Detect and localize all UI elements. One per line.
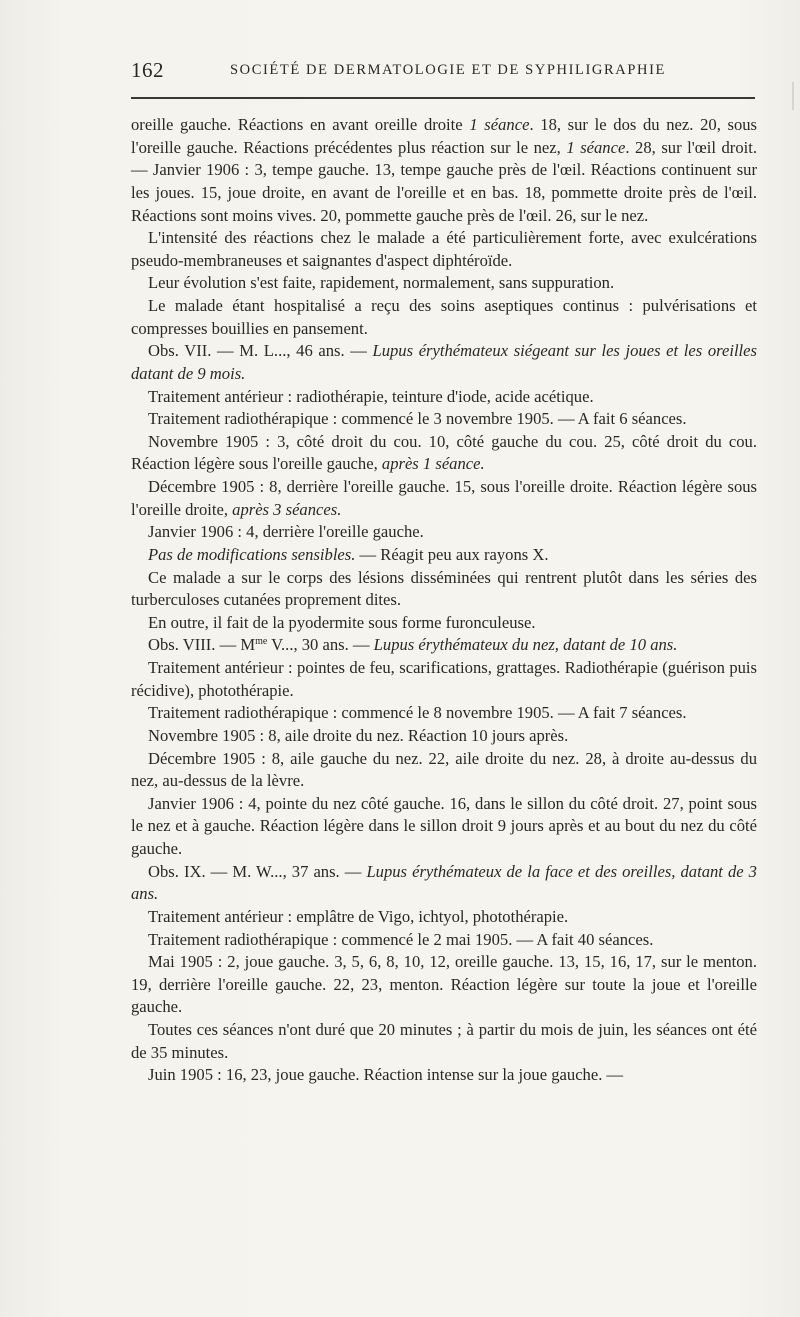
- italic-run: Lupus érythémateux du nez, datant de 10 ans.: [373, 635, 678, 655]
- text-run: . 18, sur le dos du nez. 20, sous l'oreille gauche. Réactions précédentes plus réaction sur le nez,: [131, 115, 758, 157]
- paragraph: Mai 1905 : 2, joue gauche. 3, 5, 6, 8, 10, 12, oreille gauche. 13, 15, 16, 17, sur le menton. 19, derrière l'oreille gauche. 22, 23, menton. Réaction légère sur toute la joue et l'oreille gauche.: [131, 952, 757, 1017]
- paragraph: En outre, il fait de la pyodermite sous forme furonculeuse.: [148, 612, 536, 632]
- paragraph: Toutes ces séances n'ont duré que 20 minutes ; à partir du mois de juin, les séances ont été de 35 minutes.: [131, 1020, 757, 1062]
- text-run: — M: [215, 635, 256, 655]
- italic-run: 1 séance: [566, 137, 626, 157]
- italic-run: après 3 séances.: [232, 499, 342, 519]
- body-text: [131, 114, 757, 1087]
- text-run: oreille gauche. Réactions en avant oreille droite: [131, 115, 470, 134]
- observation-heading-viii: [131, 634, 757, 657]
- obs-label: Obs. IX.: [148, 861, 206, 881]
- italic-run: Pas de modifications sensibles.: [148, 544, 356, 564]
- running-head: SOCIÉTÉ DE DERMATOLOGIE ET DE SYPHILIGRAPHIE: [230, 62, 666, 78]
- text-run: — M. L..., 46 ans. —: [211, 341, 373, 361]
- obs-label: Obs. VIII.: [148, 635, 216, 655]
- italic-run: Lupus érythémateux siégeant sur les joues et les oreilles datant de 9 mois.: [131, 341, 757, 383]
- paragraph: Ce malade a sur le corps des lésions disséminées qui rentrent plutôt dans les séries des turberculoses cutanées proprement dites.: [131, 567, 757, 610]
- page-header: [131, 58, 755, 88]
- paragraph: Traitement antérieur : emplâtre de Vigo, ichtyol, photothérapie.: [148, 906, 569, 926]
- paragraph: Traitement antérieur : radiothérapie, teinture d'iode, acide acétique.: [148, 386, 594, 406]
- text-run: . 28, sur l'œil droit. — Janvier 1906 : 3, tempe gauche. 13, tempe gauche près de l'œil. Réactions continuent sur les joues. 15, joue droite, en avant de l'oreille et en bas. 18, pommette droite près de l'œil. Réactions sont moins vives. 20, pommette gauche près de l'œil. 26, sur le nez.: [131, 137, 758, 225]
- text-run: — Réagit peu aux rayons X.: [355, 544, 549, 564]
- paragraph: [131, 544, 757, 567]
- text-run: Décembre 1905 : 8, derrière l'oreille gauche. 15, sous l'oreille droite. Réaction légère sous l'oreille droite,: [131, 477, 757, 519]
- paragraph: Juin 1905 : 16, 23, joue gauche. Réaction intense sur la joue gauche. —: [148, 1065, 624, 1085]
- page-edge-mark: [792, 82, 794, 110]
- obs-label: Obs. VII.: [148, 341, 212, 361]
- italic-run: après 1 séance.: [381, 454, 485, 474]
- paragraph: Leur évolution s'est faite, rapidement, normalement, sans suppuration.: [148, 273, 615, 293]
- paragraph: Janvier 1906 : 4, pointe du nez côté gauche. 16, dans le sillon du côté droit. 27, point sous le nez et à gauche. Réaction légère dans le sillon droit 9 jours après et au bout du nez du côté gauche.: [131, 793, 757, 858]
- paragraph: Le malade étant hospitalisé a reçu des soins aseptiques continus : pulvérisations et compresses bouillies en pansement.: [131, 296, 757, 338]
- italic-run: Lupus érythémateux de la face et des oreilles, datant de 3 ans.: [131, 861, 757, 904]
- paragraph: Décembre 1905 : 8, aile gauche du nez. 22, aile droite du nez. 28, à droite au-dessus du nez, au-dessus de la lèvre.: [131, 748, 757, 791]
- observation-heading-vii: [131, 340, 757, 385]
- paragraph: Novembre 1905 : 8, aile droite du nez. Réaction 10 jours après.: [148, 725, 569, 745]
- paragraph: [131, 476, 757, 521]
- text-run: — M. W..., 37 ans. —: [205, 861, 367, 881]
- paragraph-continuation: [131, 114, 757, 227]
- header-rule: [131, 97, 755, 99]
- paragraph: Janvier 1906 : 4, derrière l'oreille gauche.: [148, 522, 424, 542]
- text-run: V..., 30 ans. —: [267, 635, 374, 655]
- paragraph: Traitement radiothérapique : commencé le 2 mai 1905. — A fait 40 séances.: [148, 929, 654, 949]
- italic-run: 1 séance: [469, 115, 530, 134]
- paragraph: Traitement radiothérapique : commencé le 8 novembre 1905. — A fait 7 séances.: [148, 703, 687, 723]
- observation-heading-ix: [131, 861, 757, 906]
- paragraph: Traitement radiothérapique : commencé le 3 novembre 1905. — A fait 6 séances.: [148, 409, 687, 429]
- superscript: me: [255, 636, 268, 648]
- page-number: 162: [131, 58, 164, 82]
- paragraph: Traitement antérieur : pointes de feu, scarifications, grattages. Radiothérapie (guérison puis récidive), photothérapie.: [131, 658, 757, 700]
- text-run: Novembre 1905 : 3, côté droit du cou. 10, côté gauche du cou. 25, côté droit du cou. Réaction légère sous l'oreille gauche,: [131, 431, 757, 474]
- paragraph: L'intensité des réactions chez le malade a été particulièrement forte, avec exulcérations pseudo-membraneuses et saignantes d'aspect diphtéroïde.: [131, 228, 757, 270]
- paragraph: [131, 431, 757, 476]
